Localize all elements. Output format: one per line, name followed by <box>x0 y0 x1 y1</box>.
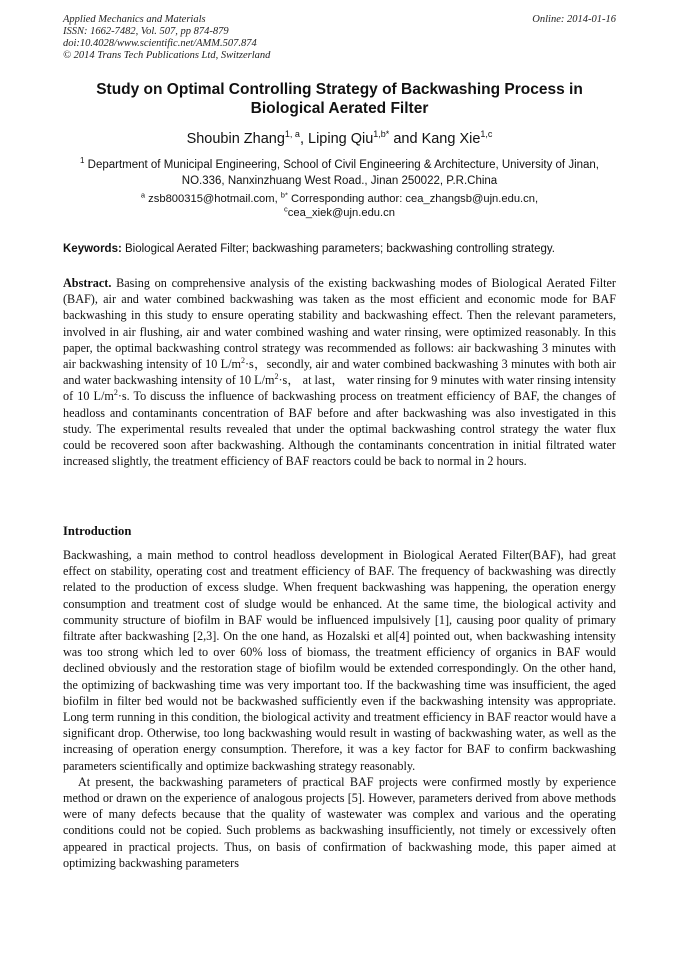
abstract-text: ·s，secondly, air and water combined backwashing 3 minutes with both air and water backwashing intensity of 10 L/m <box>63 357 616 388</box>
affiliation-text: Department of Municipal Engineering, School of Civil Engineering & Architecture, University of Jinan, NO.336, Nanxinzhuang West Road., Jinan 250022, P.R.China <box>84 159 600 187</box>
email-line <box>63 206 616 220</box>
email-mark: b* <box>280 190 288 200</box>
author-emails <box>63 192 616 220</box>
author-list <box>63 130 616 148</box>
email-line <box>63 192 616 206</box>
abstract-text: Basing on comprehensive analysis of the existing backwashing modes of Biological Aerated Filter (BAF), air and water combined backwashing was taken as the most efficient and economic mode for BAF backwashing in this study to ensure operating stability and backwashing effect. Then the relevant parameters, involved in air flushing, air and water combined washing and water rinsing, were optimized reasonably. In this paper, the optimal backwashing control strategy was recommended as follows: air backwashing 3 minutes with air backwashing intensity of 10 L/m <box>63 276 616 372</box>
issn-line: ISSN: 1662-7482, Vol. 507, pp 874-879 <box>63 26 229 37</box>
abstract-text: ·s. To discuss the influence of backwashing process on treatment efficiency of BAF, the changes of headloss and contaminants concentration of BAF before and after backwashing was also investigated in this study. The experimental results revealed that under the optimal backwashing control strategy the water flux could be recovered soon after backwashing. Although the contaminants concentration in initial filtrated water increased slightly, the treatment efficiency of BAF reactors could be back to normal in 2 hours. <box>63 389 616 469</box>
keywords-text: Biological Aerated Filter; backwashing parameters; backwashing controlling strategy. <box>121 243 555 255</box>
email-mark: a <box>140 190 146 200</box>
author-name: Kang Xie <box>421 131 481 147</box>
abstract-text: ·s， at last， water rinsing for 9 minutes with water rinsing intensity of 10 L/m <box>63 373 616 404</box>
author-separator: and <box>389 131 422 147</box>
author-affiliation-mark: 1,b* <box>373 129 390 140</box>
affiliation <box>63 157 616 189</box>
paper-title: Study on Optimal Controlling Strategy of Backwashing Process in Biological Aerated Filter <box>96 81 583 117</box>
journal-name: Applied Mechanics and Materials <box>63 14 206 25</box>
superscript: 2 <box>113 388 118 398</box>
paragraph: Backwashing, a main method to control headloss development in Biological Aerated Filter(BAF), had great effect on stability, operating cost and treatment efficiency of BAF. The frequency of backwashing was directly related to the production of excess sludge. When frequent backwashing was happening, the operation energy consumption and treatment cost of sludge would be enhanced. At the same time, the biological activity and community structure of biofilm in BAF would be influenced impulsively [1], causing poor quality of primary filtrate after backwashing [2,3]. On the one hand, as Hozalski et al[4] pointed out, when backwashing intensity was too strong which led to over 60% loss of biomass, the treatment efficiency of organics in BAF would declined obviously and the restoration stage of biofilm would be extended correspondingly. On the other hand, the optimizing of backwashing time was very important too. If the backwashing time was insufficient, the aged biofilm in filter bed would not be backwashed sufficiently even if the backwashing intensity was appropriate. Long term running in this condition, the biological activity and treatment efficiency in BAF reactor would have a significant drop. Otherwise, too long backwashing would result in wasting of backwashing water, as well as the increasing of operation energy consumption. Therefore, it was a key factor for BAF to confirm backwashing parameters scientifically and optimize backwashing strategy reasonably. <box>63 548 616 773</box>
email-address: cea_xiek@ujn.edu.cn <box>287 207 395 219</box>
author-affiliation-mark: 1, a <box>284 129 300 140</box>
author-name: Liping Qiu <box>308 131 374 147</box>
copyright-line: © 2014 Trans Tech Publications Ltd, Switzerland <box>63 50 271 61</box>
corresponding-author-email: Corresponding author: cea_zhangsb@ujn.edu.cn, <box>287 193 539 205</box>
keywords-label: Keywords: <box>63 243 122 255</box>
online-date: Online: 2014-01-16 <box>532 14 616 25</box>
journal-header <box>63 14 616 62</box>
superscript: 2 <box>240 355 245 365</box>
affiliation-mark: 1 <box>79 156 85 166</box>
abstract <box>63 275 616 469</box>
author-name: Shoubin Zhang <box>186 131 285 147</box>
doi-line: doi:10.4028/www.scientific.net/AMM.507.874 <box>63 38 257 49</box>
section-heading-introduction: Introduction <box>63 524 132 538</box>
introduction-body <box>63 547 616 871</box>
author-affiliation-mark: 1,c <box>480 129 493 140</box>
keywords <box>63 242 616 257</box>
email-address: zsb800315@hotmail.com, <box>145 193 281 205</box>
abstract-label: Abstract. <box>63 276 112 290</box>
paragraph: At present, the backwashing parameters of practical BAF projects were confirmed mostly by experience method or drawn on the experience of analogous projects [5]. However, parameters derived from above methods were of many defects because that the quality of wastewater was complex and various and the operating conditions could not be copied. Such problems as backwashing insufficiently, not timely or excessively often appeared in practical projects. Thus, on basis of confirmation of backwashing mode, this paper aimed at optimizing backwashing parameters <box>63 774 616 870</box>
superscript: 2 <box>274 372 279 382</box>
author-separator: , <box>299 131 308 147</box>
email-mark: c <box>284 204 288 214</box>
